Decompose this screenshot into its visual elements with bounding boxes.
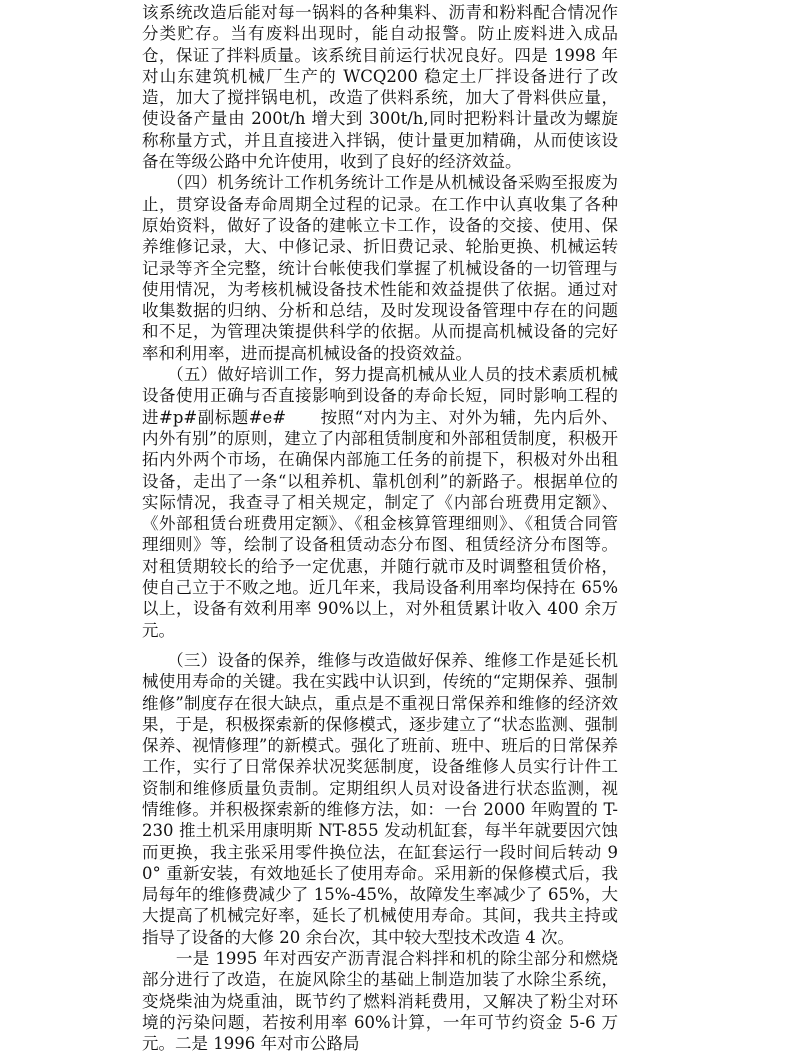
paragraph-renovation: 一是 1995 年对西安产沥青混合料拌和机的除尘部分和燃烧部分进行了改造，在旋风除尘的基础上制造加装了水除尘系统，变烧柴油为烧重油，既节约了燃料消耗费用，又解决了粉尘对环境的污染问题，若按利用率 60%计算，一年可节约资金 5-6 万元。二是 1996 年对市公路局: [142, 949, 618, 1054]
paragraph-statistics: （四）机务统计工作机务统计工作是从机械设备采购至报废为止，贯穿设备寿命周期全过程的记录。在工作中认真收集了各种原始资料，做好了设备的建帐立卡工作，设备的交接、使用、保养维修记录，大、中修记录、折旧费记录、轮胎更换、机械运转记录等齐全完整，统计台帐使我们掌握了机械设备的一切管理与使用情况，为考核机械设备技术性能和效益提供了依据。通过对收集数据的归纳、分析和总结，及时发现设备管理中存在的问题和不足，为管理决策提供科学的依据。从而提高机械设备的完好率和利用率，进而提高机械设备的投资效益。: [142, 173, 618, 363]
paragraph-continued: 该系统改造后能对每一锅料的各种集料、沥青和粉料配合情况作分类贮存。当有废料出现时，能自动报警。防止废料进入成品仓，保证了拌料质量。该系统目前运行状况良好。四是 1998 年对山东建筑机械厂生产的 WCQ200 稳定土厂拌设备进行了改造，加大了搅拌锅电机，改造了供料系统，加大了骨料供应量，使设备产量由 200t/h 增大到 300t/h,同时把粉料计量改为螺旋称称量方式，并且直接进入拌锅，使计量更加精确，从而使该设备在等级公路中允许使用，收到了良好的经济效益。: [142, 3, 618, 172]
document-page: [142, 0, 618, 1054]
paragraph-maintenance: （三）设备的保养，维修与改造做好保养、维修工作是延长机械使用寿命的关键。我在实践中认识到，传统的“定期保养、强制维修”制度存在很大缺点，重点是不重视日常保养和维修的经济效果，于是，积极探索新的保修模式，逐步建立了“状态监测、强制保养、视情修理”的新模式。强化了班前、班中、班后的日常保养工作，实行了日常保养状况奖惩制度，设备维修人员实行计件工资制和维修质量负责制。定期组织人员对设备进行状态监测，视情维修。并积极探索新的维修方法，如：一台 2000 年购置的 T-230 推土机采用康明斯 NT-855 发动机缸套，每半年就要因穴蚀而更换，我主张采用零件换位法，在缸套运行一段时间后转动 90° 重新安装，有效地延长了使用寿命。采用新的保修模式后，我局每年的维修费减少了 15%-45%，故障发生率减少了 65%，大大提高了机械完好率，延长了机械使用寿命。其间，我共主持或指导了设备的大修 20 余台次，其中较大型技术改造 4 次。: [142, 650, 618, 947]
paragraph-training-rental: （五）做好培训工作，努力提高机械从业人员的技术素质机械设备使用正确与否直接影响到设备的寿命长短，同时影响工程的进#p#副标题#e# 按照“对内为主、对外为辅，先内后外、内外有别”的原则，建立了内部租赁制度和外部租赁制度，积极开拓内外两个市场，在确保内部施工任务的前提下，积极对外出租设备，走出了一条“以租养机、靠机创利”的新路子。根据单位的实际情况，我查寻了相关规定，制定了《内部台班费用定额》、《外部租赁台班费用定额》、《租金核算管理细则》、《租赁合同管理细则》等，绘制了设备租赁动态分布图、租赁经济分布图等。对租赁期较长的给予一定优惠，并随行就市及时调整租赁价格，使自己立于不败之地。近几年来，我局设备利用率均保持在 65%以上，设备有效利用率 90%以上，对外租赁累计收入 400 余万元。: [142, 365, 618, 640]
